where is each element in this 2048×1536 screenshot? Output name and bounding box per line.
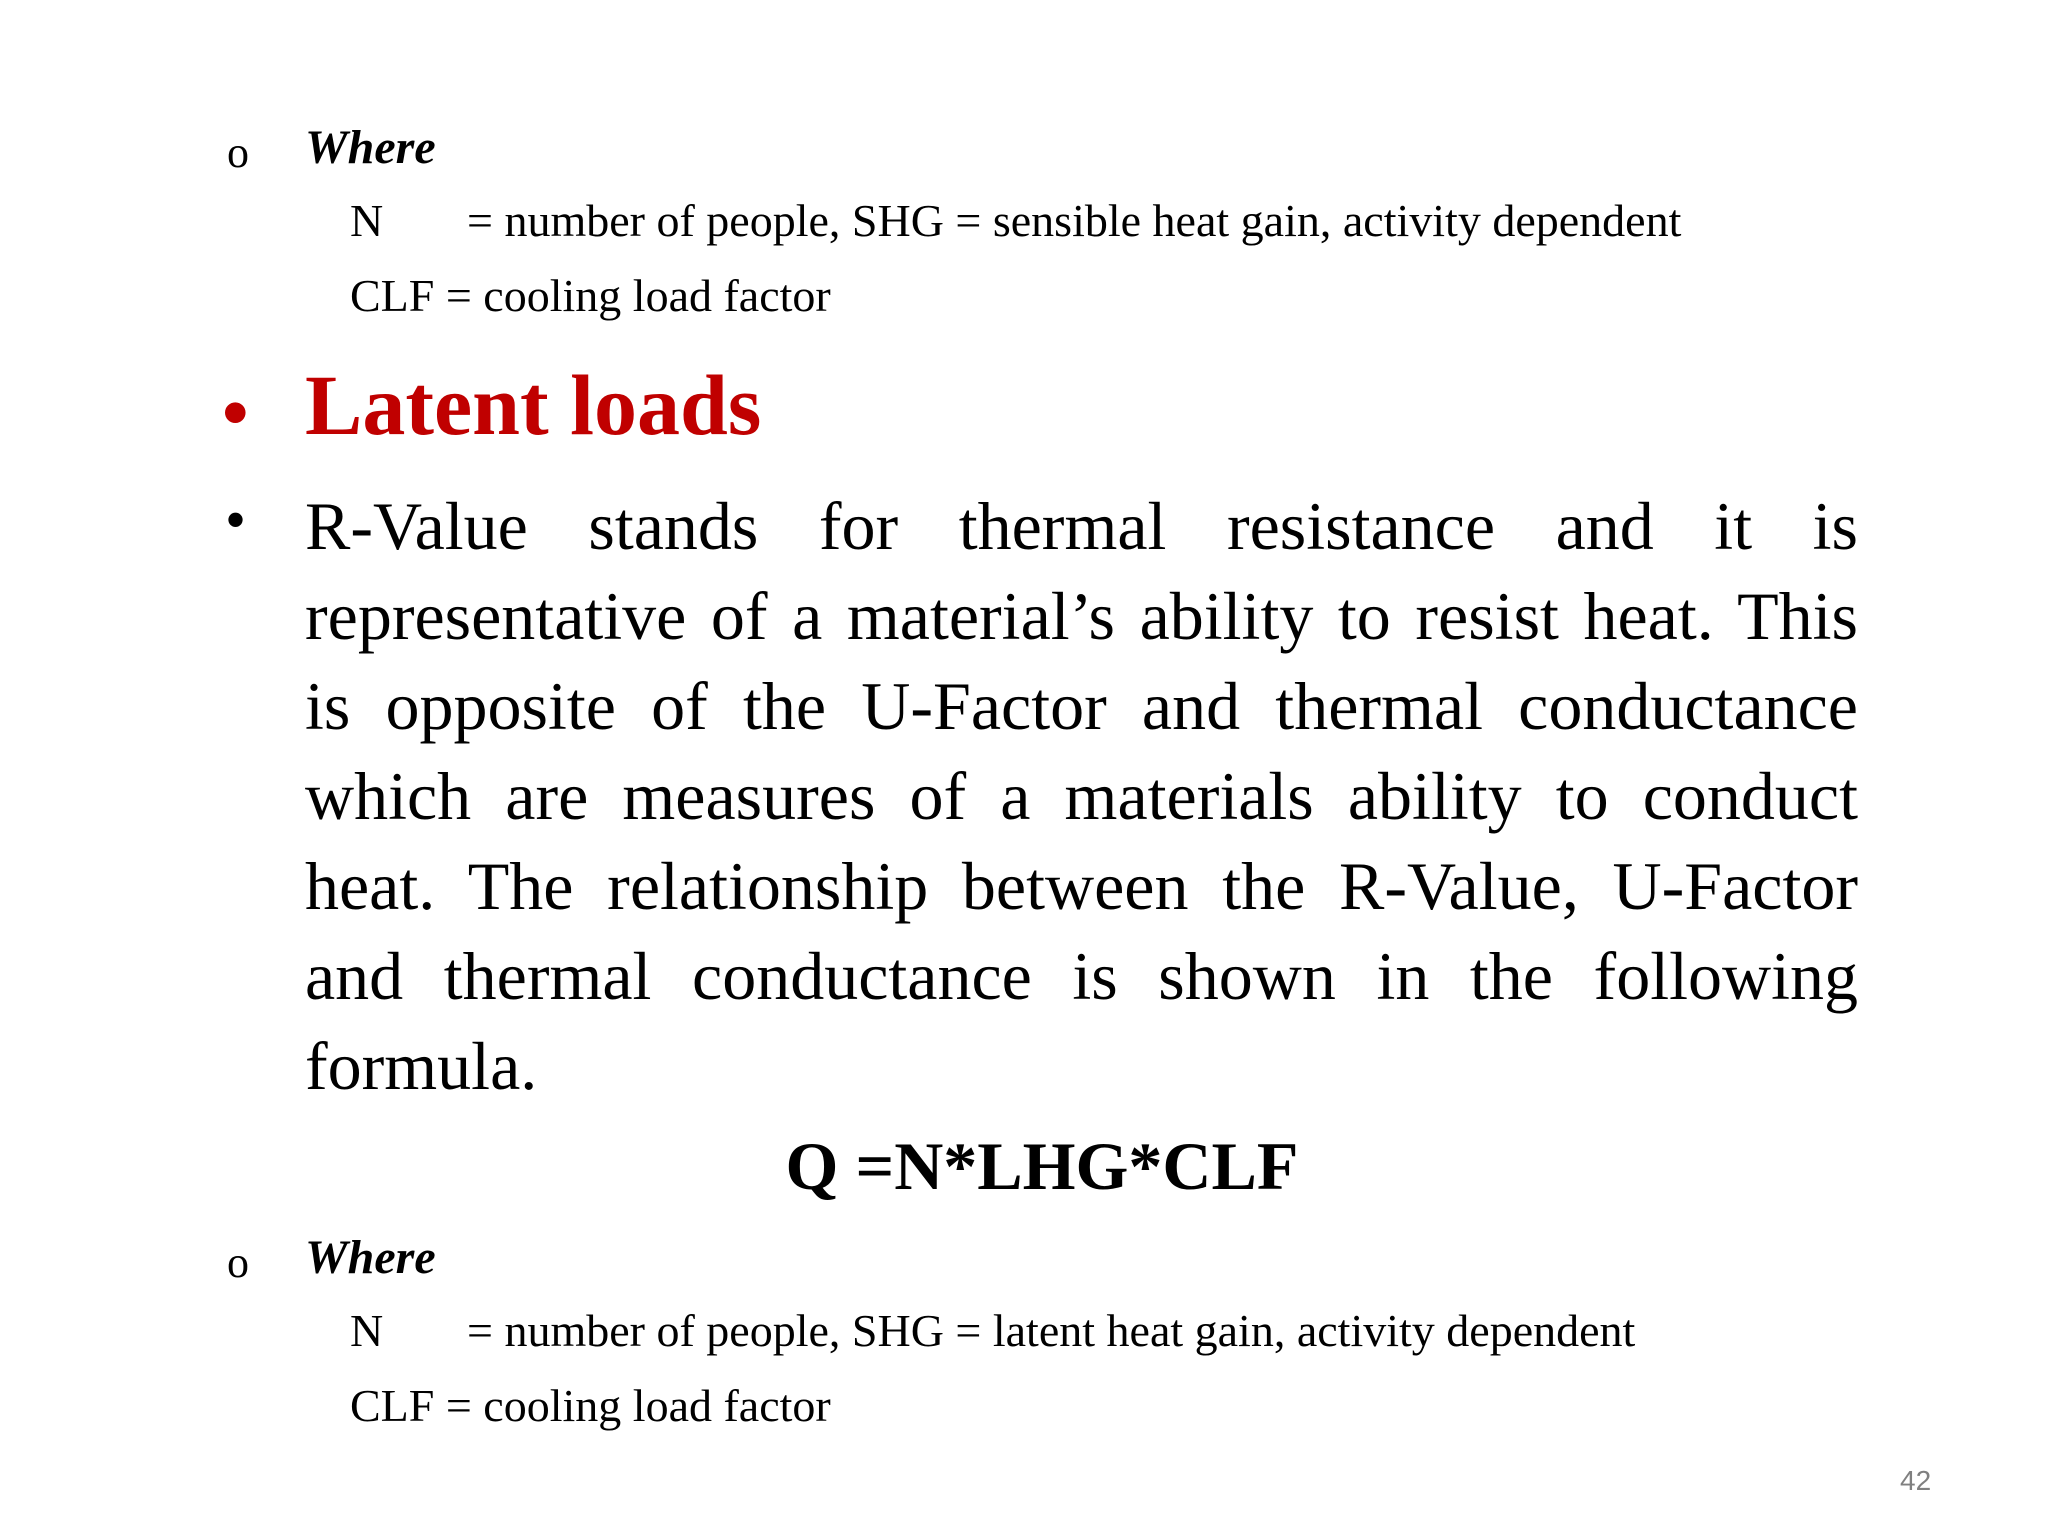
formula: Q =N*LHG*CLF: [785, 1128, 1299, 1204]
page-number: 42: [1900, 1465, 1932, 1496]
definition-text: = number of people, SHG = latent heat gain, activity dependent: [467, 1305, 1636, 1356]
where-label: Where: [305, 121, 436, 174]
definition-line-n: [350, 1305, 1636, 1356]
sub-bullet-marker: o: [227, 1238, 249, 1287]
body-paragraph: R-Value stands for thermal resistance and it is representative of a material’s ability to resist heat. This is opposite of the U-Factor and thermal conductance which are measures of a materials ability to conduct heat. The relationship between the R-Value, U-Factor and thermal conductance is shown in the following formula.: [305, 488, 1858, 1104]
heading-bullet: •: [222, 371, 249, 455]
definition-line-clf: CLF = cooling load factor: [350, 270, 831, 321]
definition-symbol: N: [350, 195, 384, 246]
heading-latent-loads: Latent loads: [305, 357, 762, 453]
definition-line-n: [350, 195, 1682, 246]
sub-bullet-marker: o: [227, 128, 249, 177]
paragraph-bullet: •: [225, 487, 247, 553]
definition-text: = number of people, SHG = sensible heat gain, activity dependent: [467, 195, 1682, 246]
definition-line-clf: CLF = cooling load factor: [350, 1380, 831, 1431]
definition-symbol: N: [350, 1305, 384, 1356]
where-label: Where: [305, 1231, 436, 1284]
